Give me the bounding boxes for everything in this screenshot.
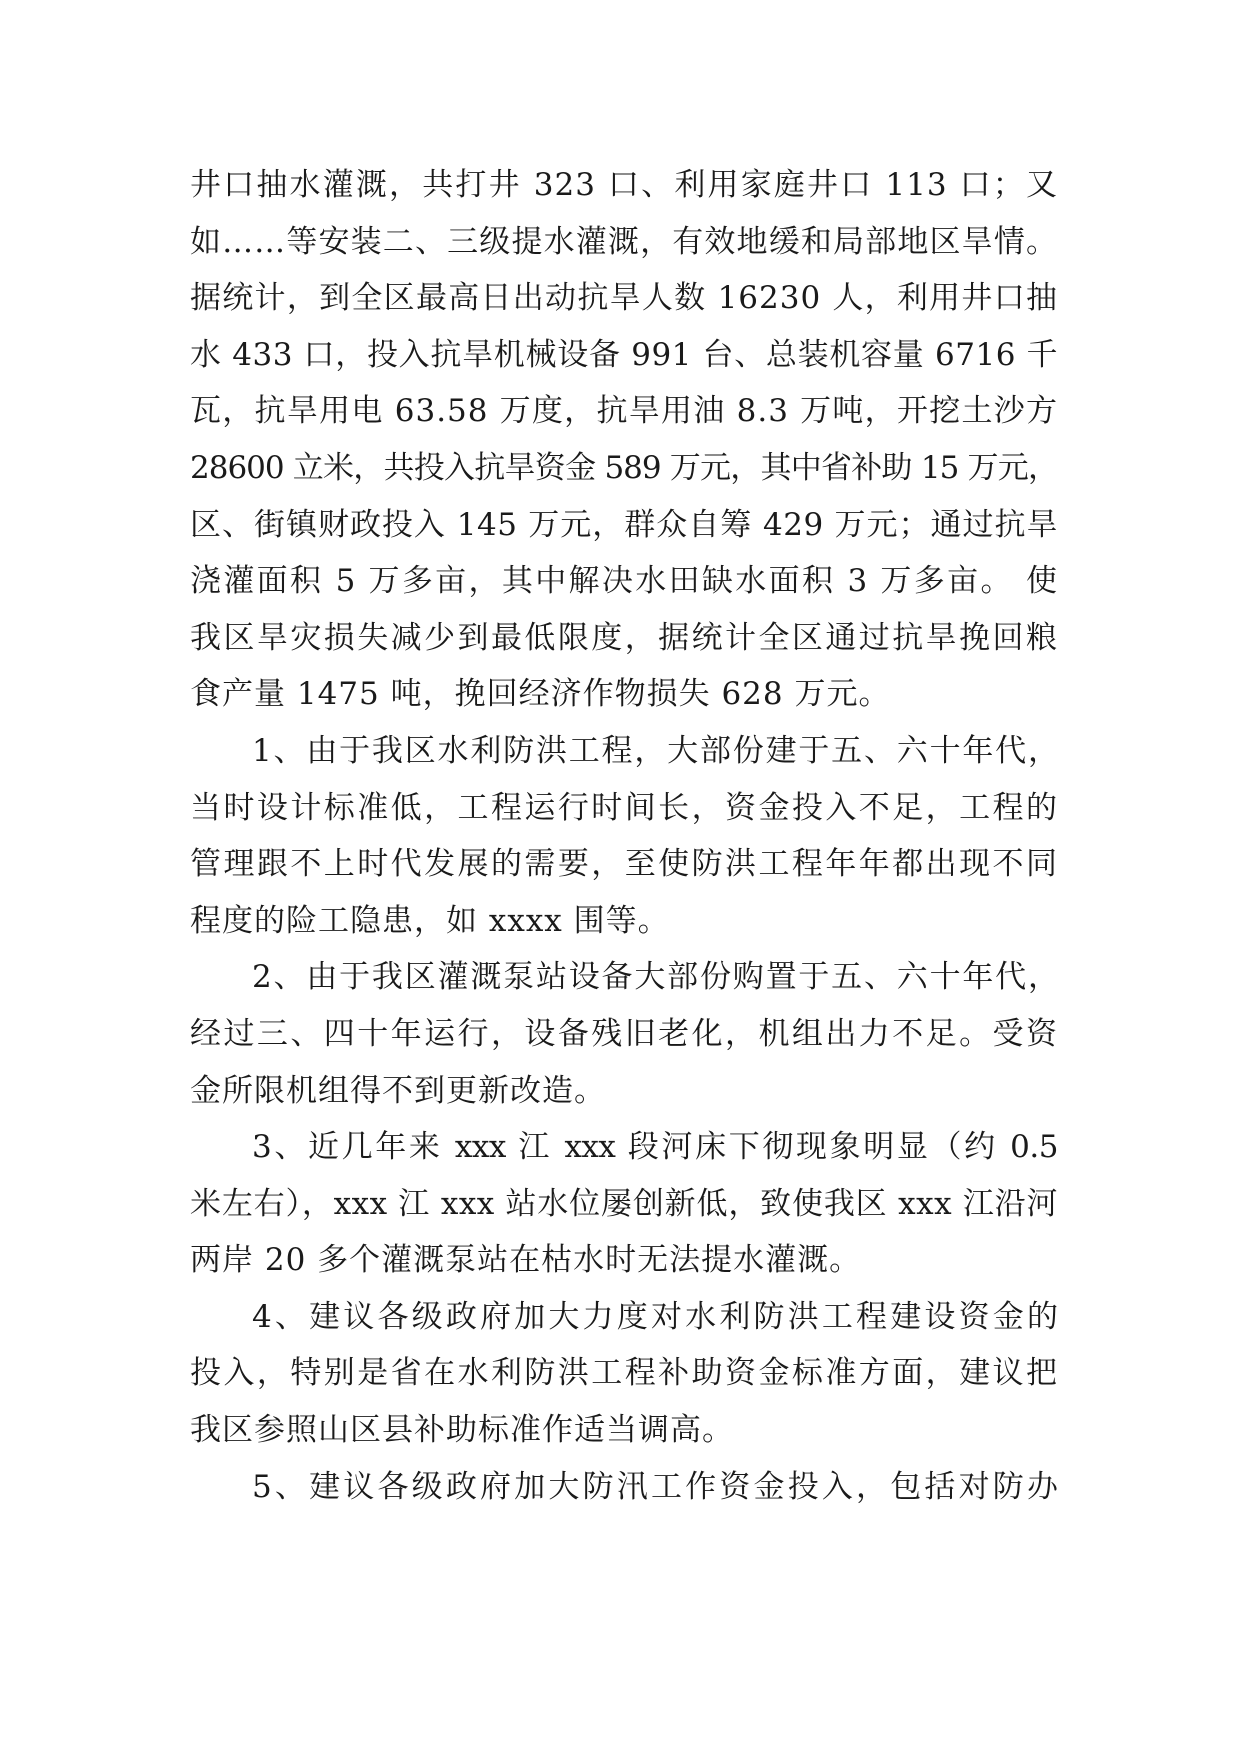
text-line: 据统计，到全区最高日出动抗旱人数 16230 人，利用井口抽 bbox=[190, 280, 1058, 317]
text-line: 浇灌面积 5 万多亩，其中解决水田缺水面积 3 万多亩。 使 bbox=[190, 563, 1058, 600]
document-body bbox=[190, 157, 1058, 1515]
text-line: 5、建议各级政府加大防汛工作资金投入，包括对防办 bbox=[252, 1468, 1058, 1505]
text-line: 瓦，抗旱用电 63.58 万度，抗旱用油 8.3 万吨，开挖土沙方 bbox=[190, 393, 1058, 430]
text-line: 两岸 20 多个灌溉泵站在枯水时无法提水灌溉。 bbox=[190, 1242, 862, 1279]
paragraph-5 bbox=[190, 1289, 1058, 1459]
text-line: 管理跟不上时代发展的需要，至使防洪工程年年都出现不同 bbox=[190, 846, 1058, 883]
text-line: 如……等安装二、三级提水灌溉，有效地缓和局部地区旱情。 bbox=[190, 223, 1058, 260]
text-line: 我区旱灾损失减少到最低限度，据统计全区通过抗旱挽回粮 bbox=[190, 619, 1058, 656]
paragraph-3 bbox=[190, 949, 1058, 1119]
text-line: 程度的险工隐患，如 xxxx 围等。 bbox=[190, 902, 670, 939]
paragraph-4 bbox=[190, 1119, 1058, 1289]
text-line: 金所限机组得不到更新改造。 bbox=[190, 1072, 606, 1109]
text-line: 我区参照山区县补助标准作适当调高。 bbox=[190, 1412, 734, 1449]
text-line: 米左右），xxx 江 xxx 站水位屡创新低，致使我区 xxx 江沿河 bbox=[190, 1185, 1058, 1222]
text-line: 28600 立米，共投入抗旱资金 589 万元，其中省补助 15 万元， bbox=[190, 449, 1058, 486]
text-line: 3、近几年来 xxx 江 xxx 段河床下彻现象明显（约 0.5 bbox=[252, 1129, 1058, 1166]
paragraph-2 bbox=[190, 723, 1058, 949]
text-line: 当时设计标准低，工程运行时间长，资金投入不足，工程的 bbox=[190, 789, 1058, 826]
text-line: 水 433 口，投入抗旱机械设备 991 台、总装机容量 6716 千 bbox=[190, 336, 1058, 373]
text-line: 经过三、四十年运行，设备残旧老化，机组出力不足。受资 bbox=[190, 1015, 1058, 1052]
text-line: 井口抽水灌溉，共打井 323 口、利用家庭井口 113 口；又 bbox=[190, 167, 1058, 203]
paragraph-6 bbox=[190, 1459, 1058, 1516]
text-line: 投入，特别是省在水利防洪工程补助资金标准方面，建议把 bbox=[190, 1355, 1058, 1392]
text-line: 1、由于我区水利防洪工程，大部份建于五、六十年代， bbox=[252, 732, 1058, 769]
paragraph-1 bbox=[190, 157, 1058, 723]
text-line: 2、由于我区灌溉泵站设备大部份购置于五、六十年代， bbox=[252, 959, 1058, 996]
text-line: 区、街镇财政投入 145 万元，群众自筹 429 万元；通过抗旱 bbox=[190, 506, 1058, 543]
text-line: 4、建议各级政府加大力度对水利防洪工程建设资金的 bbox=[252, 1298, 1058, 1335]
text-line: 食产量 1475 吨，挽回经济作物损失 628 万元。 bbox=[190, 676, 891, 713]
